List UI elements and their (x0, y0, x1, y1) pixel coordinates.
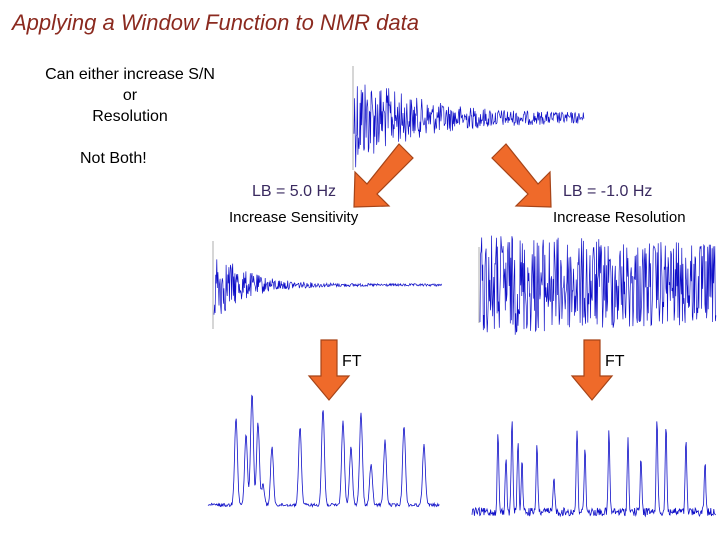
left-caption: Increase Sensitivity (229, 209, 359, 226)
not-both-note: Not Both! (80, 150, 147, 167)
intro-line-3: Resolution (92, 108, 168, 125)
right-lb-label: LB = -1.0 Hz (563, 183, 653, 200)
fid-trace (354, 85, 584, 168)
intro-line-1: Can either increase S/N (45, 66, 215, 83)
sensitivity-fid-plot (213, 241, 442, 329)
fid-trace (214, 259, 442, 314)
resolution-spectrum-plot (472, 421, 716, 516)
intro-line-2: or (122, 87, 138, 104)
right-caption: Increase Resolution (553, 209, 686, 226)
original-fid-plot (353, 66, 584, 170)
ft-label-right: FT (605, 353, 625, 370)
sensitivity-spectrum-plot (208, 396, 440, 507)
spectrum-trace (472, 421, 716, 516)
resolution-fid-plot (479, 236, 716, 335)
arrow-to-resolution-icon (492, 144, 551, 207)
arrow-to-sensitivity-icon (354, 144, 413, 207)
slide-title: Applying a Window Function to NMR data (12, 10, 419, 35)
left-lb-label: LB = 5.0 Hz (252, 183, 337, 200)
ft-label-left: FT (342, 353, 362, 370)
fid-trace (480, 236, 716, 335)
spectrum-trace (208, 396, 440, 507)
